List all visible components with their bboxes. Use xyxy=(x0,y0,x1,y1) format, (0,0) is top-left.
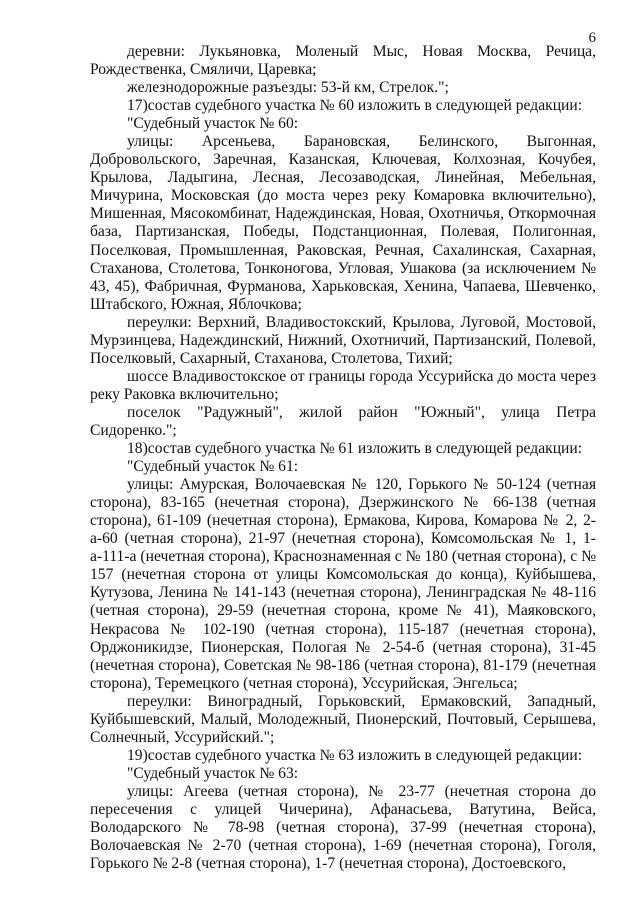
paragraph: улицы: Арсеньева, Барановская, Белинского, Выгонная, Добровольского, Заречная, Казанская, Ключевая, Колхозная, Кочубея, Крылова, Ладыгина, Лесная, Лесозаводская, Линейная, Мебельная, Мичурина, Московская (до моста через реку Комаровка включительно), Мишенная, Мясокомбинат, Надеждинская, Новая, Охотничья, Откормочная база, Партизанская, Победы, Подстанционная, Полевая, Полигонная, Поселковая, Промышленная, Раковская, Речная, Сахалинская, Сахарная, Стаханова, Столетова, Тонконогова, Угловая, Ушакова (за исключением № 43, 45), Фабричная, Фурманова, Харьковская, Хенина, Чапаева, Шевченко, Штабского, Южная, Яблочкова; xyxy=(90,133,596,313)
paragraph: "Судебный участок № 63: xyxy=(127,764,299,782)
paragraph: деревни: Лукьяновка, Моленый Мыс, Новая Москва, Речица, Рождественка, Смяличи, Царевка; xyxy=(90,43,596,79)
paragraph: улицы: Амурская, Волочаевская № 120, Горького № 50-124 (четная сторона), 83-165 (нечетная сторона), Дзержинского № 66-138 (четная сторона), 61-109 (нечетная сторона), Ермакова, Кирова, Комарова № 2, 2-а-60 (четная сторона), 21-97 (нечетная сторона), Комсомольская № 1, 1-а-111-а (нечетная сторона), Краснознаменная с № 180 (четная сторона), с № 157 (нечетная сторона от улицы Комсомольская до конца), Куйбышева, Кутузова, Ленина № 141-143 (нечетная сторона), Ленинградская № 48-116 (четная сторона), 29-59 (нечетная сторона, кроме № 41), Маяковского, Некрасова № 102-190 (четная сторона), 115-187 (нечетная сторона), Орджоникидзе, Пионерская, Пологая № 2-54-б (четная сторона), 31-45 (нечетная сторона), Советская № 98-186 (четная сторона), 81-179 (нечетная сторона), Теремецкого (четная сторона), Уссурийская, Энгельса; xyxy=(90,476,596,692)
paragraph: поселок "Радужный", жилой район "Южный", улица Петра Сидоренко."; xyxy=(90,403,596,439)
paragraph: переулки: Виноградный, Горьковский, Ермаковский, Западный, Куйбышевский, Малый, Молодежный, Пионерский, Почтовый, Серышева, Солнечный, Уссурийский."; xyxy=(90,692,596,746)
document-body xyxy=(90,43,596,873)
paragraph: 17)состав судебного участка № 60 изложить в следующей редакции: xyxy=(127,97,583,115)
paragraph: улицы: Агеева (четная сторона), № 23-77 (нечетная сторона до пересечения с улицей Чичерина), Афанасьева, Ватутина, Вейса, Володарского № 78-98 (четная сторона), 37-99 (нечетная сторона), Волочаевская № 2-70 (четная сторона), 1-69 (нечетная сторона), Гоголя, Горького № 2-8 (четная сторона), 1-7 (нечетная сторона), Достоевского, xyxy=(90,782,596,873)
paragraph: 18)состав судебного участка № 61 изложить в следующей редакции: xyxy=(127,440,583,458)
paragraph: переулки: Верхний, Владивостокский, Крылова, Луговой, Мостовой, Мурзинцева, Надеждинский, Нижний, Охотничий, Партизанский, Полевой, Поселковый, Сахарный, Стаханова, Столетова, Тихий; xyxy=(90,313,596,367)
paragraph: 19)состав судебного участка № 63 изложить в следующей редакции: xyxy=(127,746,583,764)
page-number: 6 xyxy=(588,30,596,46)
paragraph: железнодорожные разъезды: 53-й км, Стрелок."; xyxy=(127,79,449,97)
paragraph: "Судебный участок № 60: xyxy=(127,115,299,133)
paragraph: шоссе Владивостокское от границы города Уссурийска до моста через реку Раковка включительно; xyxy=(90,367,596,403)
paragraph: "Судебный участок № 61: xyxy=(127,458,299,476)
